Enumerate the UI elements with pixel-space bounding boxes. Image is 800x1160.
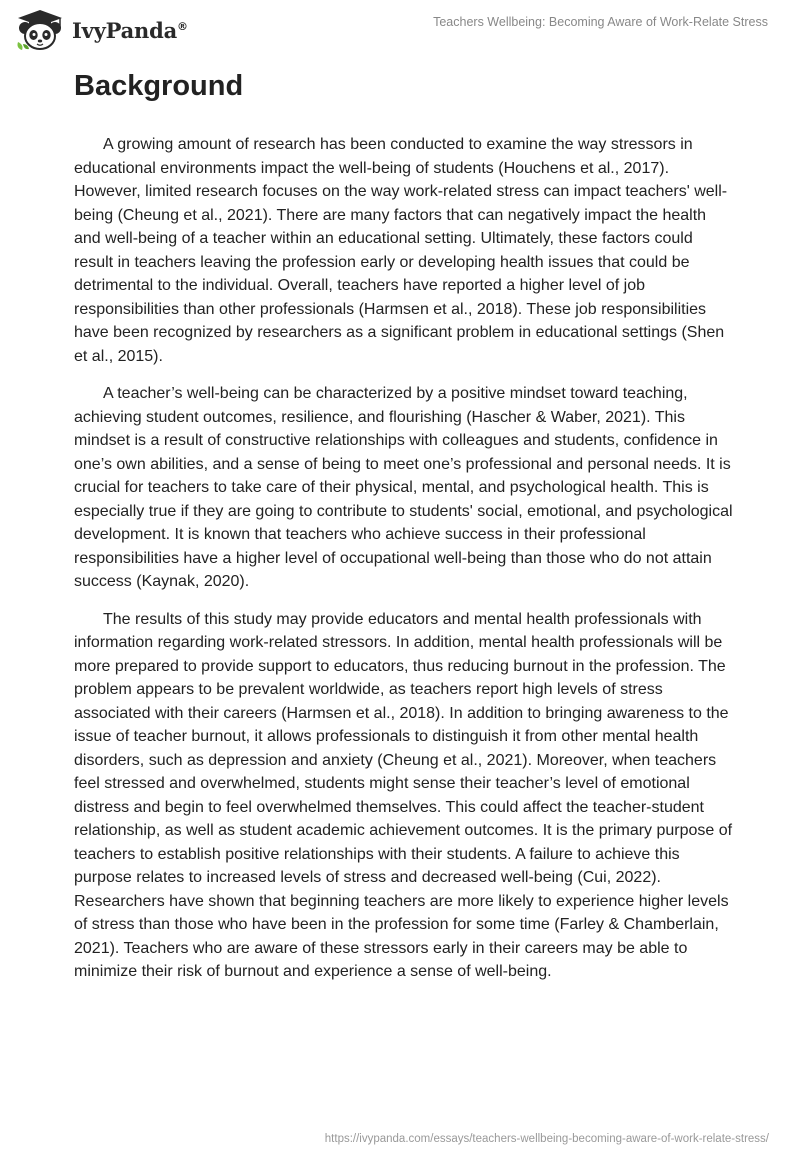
source-url[interactable]: https://ivypanda.com/essays/teachers-wellbeing-becoming-aware-of-work-relate-stress/ bbox=[324, 1133, 769, 1145]
paragraph-3: The results of this study may provide educators and mental health professionals with information regarding work-related stressors. In addition, mental health professionals will be more prepared to provide support to educators, thus reducing burnout in the profession. The problem appears to be prevalent worldwide, as teachers report high levels of stress associated with their careers (Harmsen et al., 2018). In addition to bringing awareness to the issue of teacher burnout, it allows professionals to distinguish it from other mental health disorders, such as depression and anxiety (Cheung et al., 2021). Moreover, when teachers feel stressed and overwhelmed, students might sense their teacher’s level of emotional distress and begin to feel overwhelmed themselves. This could affect the teacher-student relationship, as well as student academic achievement outcomes. It is the primary purpose of teachers to establish positive relationships with their students. A failure to achieve this purpose relates to increased levels of stress and decreased well-being (Cui, 2022). Researchers have shown that beginning teachers are more likely to experience higher levels of stress than those who have been in the profession for some time (Farley & Chamberlain, 2021). Teachers who are aware of these stressors early in their careers may be able to minimize their risk of burnout and experience a sense of well-being. bbox=[74, 610, 733, 980]
ivypanda-logo[interactable] bbox=[14, 8, 188, 52]
panda-graduate-icon bbox=[14, 8, 66, 52]
running-title: Teachers Wellbeing: Becoming Aware of Work-Relate Stress bbox=[433, 15, 768, 29]
logo-registered-mark: ® bbox=[177, 19, 188, 33]
section-heading: Background bbox=[74, 70, 244, 102]
page-header bbox=[0, 0, 800, 60]
paragraph-1: A growing amount of research has been conducted to examine the way stressors in educational environments impact the well-being of students (Houchens et al., 2017). However, limited research focuses on the way work-related stress can impact teachers' well-being (Cheung et al., 2021). There are many factors that can negatively impact the health and well-being of a teacher within an educational setting. Ultimately, these factors could result in teachers leaving the profession early or developing health issues that could be detrimental to the individual. Overall, teachers have reported a higher level of job responsibilities than other professionals (Harmsen et al., 2018). These job responsibilities have been recognized by researchers as a significant problem in educational settings (Shen et al., 2015). bbox=[74, 136, 728, 365]
paragraph-2: A teacher’s well-being can be characterized by a positive mindset toward teaching, achieving student outcomes, resilience, and flourishing (Hascher & Waber, 2021). This mindset is a result of constructive relationships with colleagues and students, confidence in one’s own abilities, and a sense of being to meet one’s professional and personal needs. It is crucial for teachers to take care of their physical, mental, and psychological health. This is especially true if they are going to contribute to students' social, emotional, and psychological development. It is known that teachers who achieve success in their professional responsibilities have a higher level of occupational well-being than those who do not attain success (Kaynak, 2020). bbox=[74, 385, 733, 590]
logo-wordmark: IvyPanda bbox=[72, 17, 178, 43]
essay-body bbox=[74, 133, 734, 998]
